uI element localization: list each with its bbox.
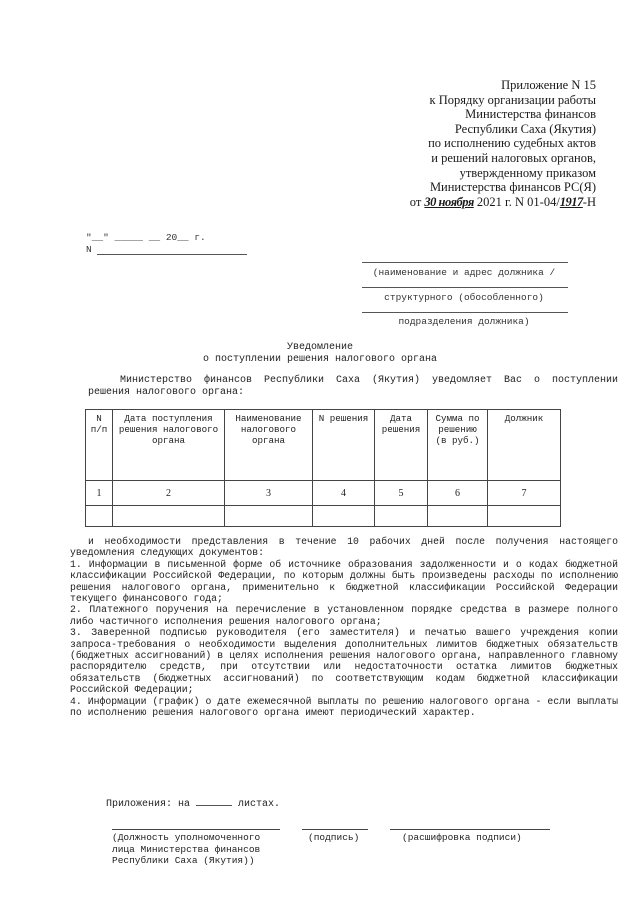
appendix-line-6: и решений налоговых органов, — [431, 150, 596, 165]
appendix-line-2: к Порядку организации работы — [429, 92, 596, 107]
position-label-line-3: Республики Саха (Якутия)) — [112, 855, 255, 866]
table-row — [86, 481, 561, 506]
addressee-line-top — [362, 262, 568, 263]
appendix-line-8: Министерства финансов РС(Я) — [429, 180, 596, 195]
empty-cell — [313, 506, 375, 527]
addressee-label-2: структурного (обособленного) — [384, 292, 544, 303]
column-number-2: 2 — [113, 481, 225, 506]
requirements-text — [70, 536, 618, 719]
column-number-3: 3 — [225, 481, 313, 506]
column-number-6: 6 — [428, 481, 488, 506]
column-number-5: 5 — [375, 481, 428, 506]
position-label-line-1: (Должность уполномоченного — [112, 832, 261, 843]
requirement-4: 4. Информации (график) о дате ежемесячной выплаты по решению налогового органа - если выплаты по исполнению решения налогового органа имеют периодический характер. — [70, 695, 618, 719]
order-year-number: 2021 г. N 01-04/ — [476, 194, 560, 209]
attachments-count-underline — [196, 797, 232, 806]
empty-cell — [113, 506, 225, 527]
appendix-line-1: Приложение N 15 — [501, 78, 596, 92]
appendix-line-4: Республики Саха (Якутия) — [454, 121, 596, 136]
signature-line — [302, 829, 368, 830]
appendix-line-7: утвержденному приказом — [459, 165, 596, 180]
addressee-line-bottom — [362, 312, 568, 313]
column-number-1: 1 — [86, 481, 113, 506]
handwritten-order-number: 1917 — [559, 194, 583, 209]
empty-cell — [488, 506, 561, 527]
requirements-intro: и необходимости представления в течение 10 рабочих дней после получения настоящего уведомления следующих документов: — [70, 536, 618, 559]
requirement-3: 3. Заверенной подписью руководителя (его заместителя) и печатью вашего учреждения копии запроса-требования о необходимости выделения дополнительных лимитов бюджетных обязательств (бюджетных ассигнований) в целях исполнения решения налогового органа, направленного главному распорядителю средств, при отсутствии или недостаточности остатка лимитов бюджетных обязательств (бюджетных ассигнований) по соответствующим кодам бюджетной классификации Российской Федерации; — [70, 627, 618, 696]
order-from-prefix: от — [409, 194, 422, 209]
order-suffix: -Н — [582, 194, 596, 209]
signature-label: (подпись) — [308, 832, 360, 843]
requirement-2: 2. Платежного поручения на перечисление в установленном порядке средства в размере полного либо частичного исполнения решения налогового органа; — [70, 604, 618, 627]
requirement-1: 1. Информации в письменной форме об источнике образования задолженности и о кодах бюджетной классификации Российской Федерации, по которым должны быть произведены расходы по исполнению решения налогового органа, применительно к бюджетной классификации Российской Федерации текущего финансового года; — [70, 558, 618, 605]
number-underline — [97, 245, 247, 255]
appendix-line-5: по исполнению судебных актов — [428, 136, 596, 151]
header-cell-amount: Сумма по решению (в руб.) — [428, 410, 488, 481]
position-label — [112, 832, 260, 867]
table-row — [86, 506, 561, 527]
header-cell-number: N п/п — [86, 410, 113, 481]
addressee-label-1: (наименование и адрес должника / — [372, 267, 556, 278]
appendix-order-line — [296, 195, 596, 210]
attachments-line — [106, 797, 280, 810]
empty-cell — [225, 506, 313, 527]
appendix-block — [296, 78, 596, 209]
position-signature-line — [112, 829, 280, 830]
date-field: "__" _____ __ 20__ г. — [86, 232, 206, 243]
decode-signature-line — [390, 829, 550, 830]
header-cell-decision-number: N решения — [313, 410, 375, 481]
header-cell-debtor: Должник — [488, 410, 561, 481]
handwritten-date: 30 ноября — [424, 194, 474, 209]
appendix-line-3: Министерства финансов — [465, 107, 596, 122]
attachments-suffix: листах. — [238, 799, 281, 810]
document-title: Уведомление — [286, 342, 353, 353]
number-label: N — [86, 244, 92, 255]
decode-label: (расшифровка подписи) — [402, 832, 522, 843]
empty-cell — [375, 506, 428, 527]
number-field — [86, 244, 247, 255]
header-cell-receipt-date: Дата поступления решения налогового органа — [113, 410, 225, 481]
column-number-4: 4 — [313, 481, 375, 506]
intro-text: Министерство финансов Республики Саха (Якутия) уведомляет Вас о поступлении решения налогового органа: — [88, 375, 618, 398]
empty-cell — [428, 506, 488, 527]
document-subtitle: о поступлении решения налогового органа — [202, 354, 438, 365]
addressee-label-3: подразделения должника) — [398, 316, 530, 327]
attachments-prefix: Приложения: на — [106, 799, 191, 810]
empty-cell — [86, 506, 113, 527]
position-label-line-2: лица Министерства финансов — [112, 843, 261, 855]
header-cell-decision-date: Дата решения — [375, 410, 428, 481]
table-header-row — [86, 410, 561, 481]
decision-table — [85, 409, 561, 527]
column-number-7: 7 — [488, 481, 561, 506]
addressee-line-mid — [362, 287, 568, 288]
header-cell-tax-authority: Наименование налогового органа — [225, 410, 313, 481]
